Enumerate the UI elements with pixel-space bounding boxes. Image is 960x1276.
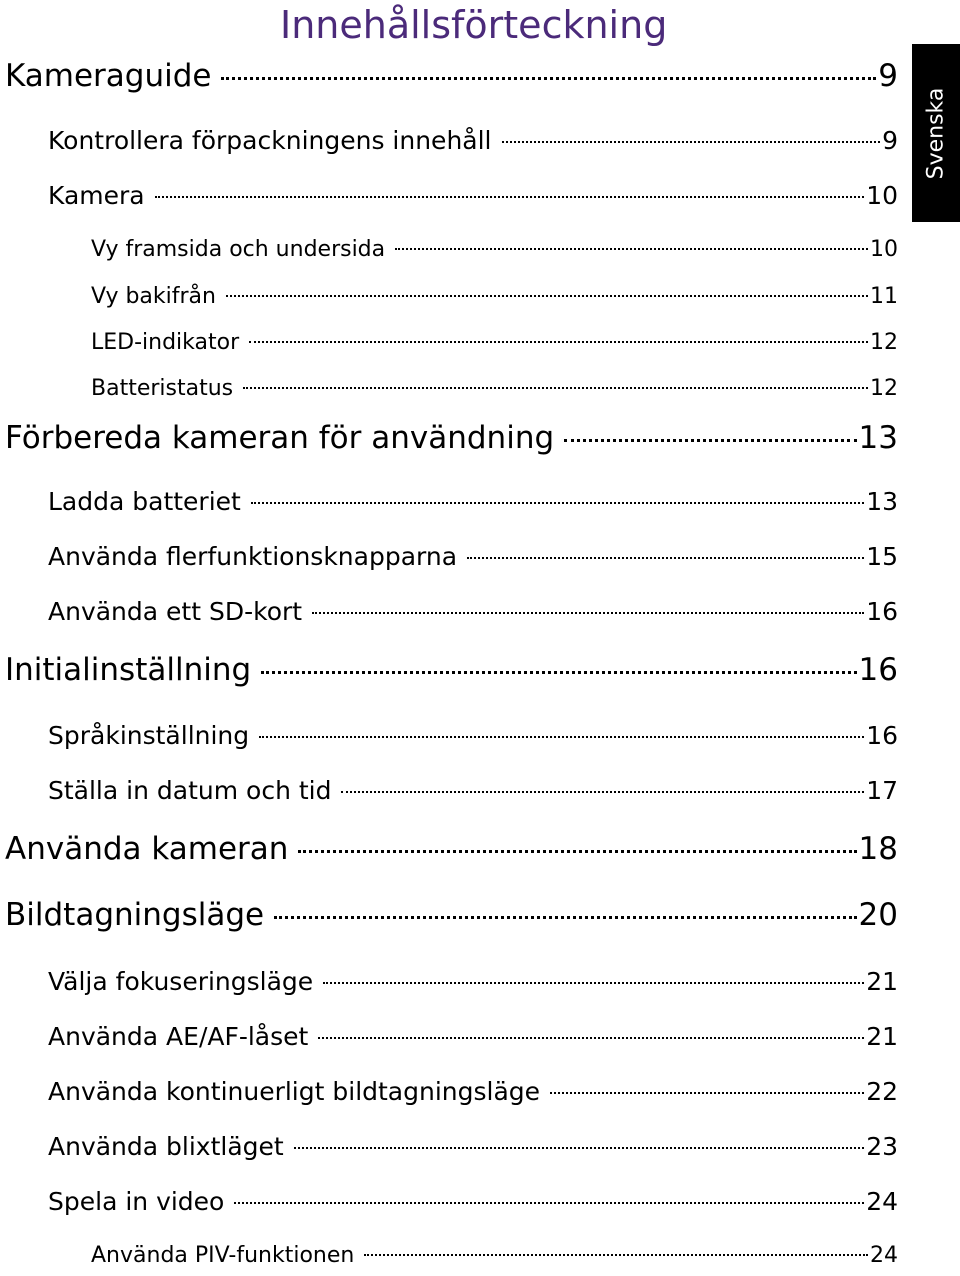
toc-entry-page: 20	[858, 897, 898, 933]
dot-leader	[550, 1092, 864, 1094]
dot-leader	[226, 295, 868, 297]
toc-entry-page: 15	[866, 542, 898, 571]
toc-entry-label: Vy framsida och undersida	[91, 237, 386, 262]
toc-entry-label: Batteristatus	[91, 376, 234, 401]
toc-entry-kameraguide[interactable]	[5, 56, 898, 96]
toc-entry-page: 17	[866, 776, 898, 805]
toc-entry-batteristatus[interactable]	[91, 369, 898, 409]
toc-entry-page: 13	[858, 420, 898, 456]
dot-leader	[234, 1202, 864, 1204]
toc-entry-label: Spela in video	[48, 1187, 225, 1216]
toc-entry-kontrollera-forpackningens-innehall[interactable]	[48, 121, 898, 161]
dot-leader	[467, 557, 864, 559]
toc-entry-led-indikator[interactable]	[91, 323, 898, 363]
toc-entry-anvanda-kameran[interactable]	[5, 829, 898, 869]
toc-entry-vy-bakifran[interactable]	[91, 277, 898, 317]
dot-leader	[249, 341, 868, 343]
dot-leader	[323, 982, 864, 984]
toc-entry-label: Ladda batteriet	[48, 487, 241, 516]
toc-entry-label: Vy bakifrån	[91, 284, 216, 309]
toc-entry-stalla-in-datum-och-tid[interactable]	[48, 771, 898, 811]
toc-entry-label: LED-indikator	[91, 330, 240, 355]
toc-entry-page: 12	[870, 376, 898, 401]
page-title: Innehållsförteckning	[280, 3, 668, 47]
toc-entry-label: Använda blixtläget	[48, 1132, 284, 1161]
dot-leader	[259, 736, 864, 738]
toc-entry-label: Kameraguide	[5, 58, 212, 94]
toc-entry-page: 13	[866, 487, 898, 516]
toc-entry-page: 24	[866, 1187, 898, 1216]
toc-entry-label: Språkinställning	[48, 721, 250, 750]
toc-entry-page: 16	[866, 721, 898, 750]
toc-entry-page: 22	[866, 1077, 898, 1106]
dot-leader	[221, 77, 876, 80]
toc-entry-page: 9	[882, 126, 898, 155]
toc-entry-anvanda-flerfunktionsknapparna[interactable]	[48, 537, 898, 577]
toc-entry-label: Använda flerfunktionsknapparna	[48, 542, 458, 571]
toc-entry-valja-fokuseringslage[interactable]	[48, 962, 898, 1002]
toc-entry-page: 16	[858, 652, 898, 688]
toc-entry-forbereda-kameran[interactable]	[5, 418, 898, 458]
toc-entry-label: Använda ett SD-kort	[48, 597, 303, 626]
toc-entry-label: Kontrollera förpackningens innehåll	[48, 126, 492, 155]
dot-leader	[312, 612, 864, 614]
toc-entry-bildtagningslage[interactable]	[5, 895, 898, 935]
toc-entry-label: Förbereda kameran för användning	[5, 420, 555, 456]
toc-entry-ladda-batteriet[interactable]	[48, 482, 898, 522]
dot-leader	[155, 196, 865, 198]
toc-entry-page: 24	[870, 1243, 898, 1268]
dot-leader	[298, 850, 856, 853]
toc-entry-anvanda-kontinuerligt-bildtagningslage[interactable]	[48, 1072, 898, 1112]
dot-leader	[502, 141, 881, 143]
toc-entry-page: 16	[866, 597, 898, 626]
toc-entry-label: Kamera	[48, 181, 145, 210]
toc-entry-anvanda-ae-af-laset[interactable]	[48, 1017, 898, 1057]
toc-entry-label: Bildtagningsläge	[5, 897, 265, 933]
toc-entry-kamera[interactable]	[48, 176, 898, 216]
toc-entry-anvanda-blixtlaget[interactable]	[48, 1127, 898, 1167]
toc-entry-vy-framsida-och-undersida[interactable]	[91, 230, 898, 270]
dot-leader	[395, 248, 868, 250]
dot-leader	[251, 502, 864, 504]
toc-entry-page: 11	[870, 284, 898, 309]
toc-entry-initialinstallning[interactable]	[5, 650, 898, 690]
dot-leader	[341, 791, 864, 793]
dot-leader	[274, 916, 856, 919]
toc-entry-page: 18	[858, 831, 898, 867]
toc-entry-page: 10	[870, 237, 898, 262]
dot-leader	[318, 1037, 864, 1039]
toc-entry-label: Initialinställning	[5, 652, 252, 688]
toc-entry-label: Använda kontinuerligt bildtagningsläge	[48, 1077, 541, 1106]
dot-leader	[364, 1254, 868, 1256]
toc-entry-spela-in-video[interactable]	[48, 1182, 898, 1222]
toc-entry-page: 9	[878, 58, 898, 94]
toc-entry-page: 23	[866, 1132, 898, 1161]
dot-leader	[564, 439, 856, 442]
dot-leader	[261, 671, 856, 674]
toc-entry-page: 10	[866, 181, 898, 210]
toc-entry-label: Använda kameran	[5, 831, 289, 867]
toc-entry-label: Ställa in datum och tid	[48, 776, 332, 805]
toc-entry-anvanda-ett-sd-kort[interactable]	[48, 592, 898, 632]
toc-entry-label: Välja fokuseringsläge	[48, 967, 314, 996]
toc-entry-sprakinstallning[interactable]	[48, 716, 898, 756]
toc-entry-label: Använda AE/AF-låset	[48, 1022, 309, 1051]
language-tab-label: Svenska	[923, 87, 949, 179]
toc-entry-page: 12	[870, 330, 898, 355]
toc-entry-page: 21	[866, 967, 898, 996]
toc-entry-anvanda-piv-funktionen[interactable]	[91, 1236, 898, 1276]
dot-leader	[243, 387, 868, 389]
toc-entry-label: Använda PIV-funktionen	[91, 1243, 355, 1268]
dot-leader	[294, 1147, 864, 1149]
toc-entry-page: 21	[866, 1022, 898, 1051]
